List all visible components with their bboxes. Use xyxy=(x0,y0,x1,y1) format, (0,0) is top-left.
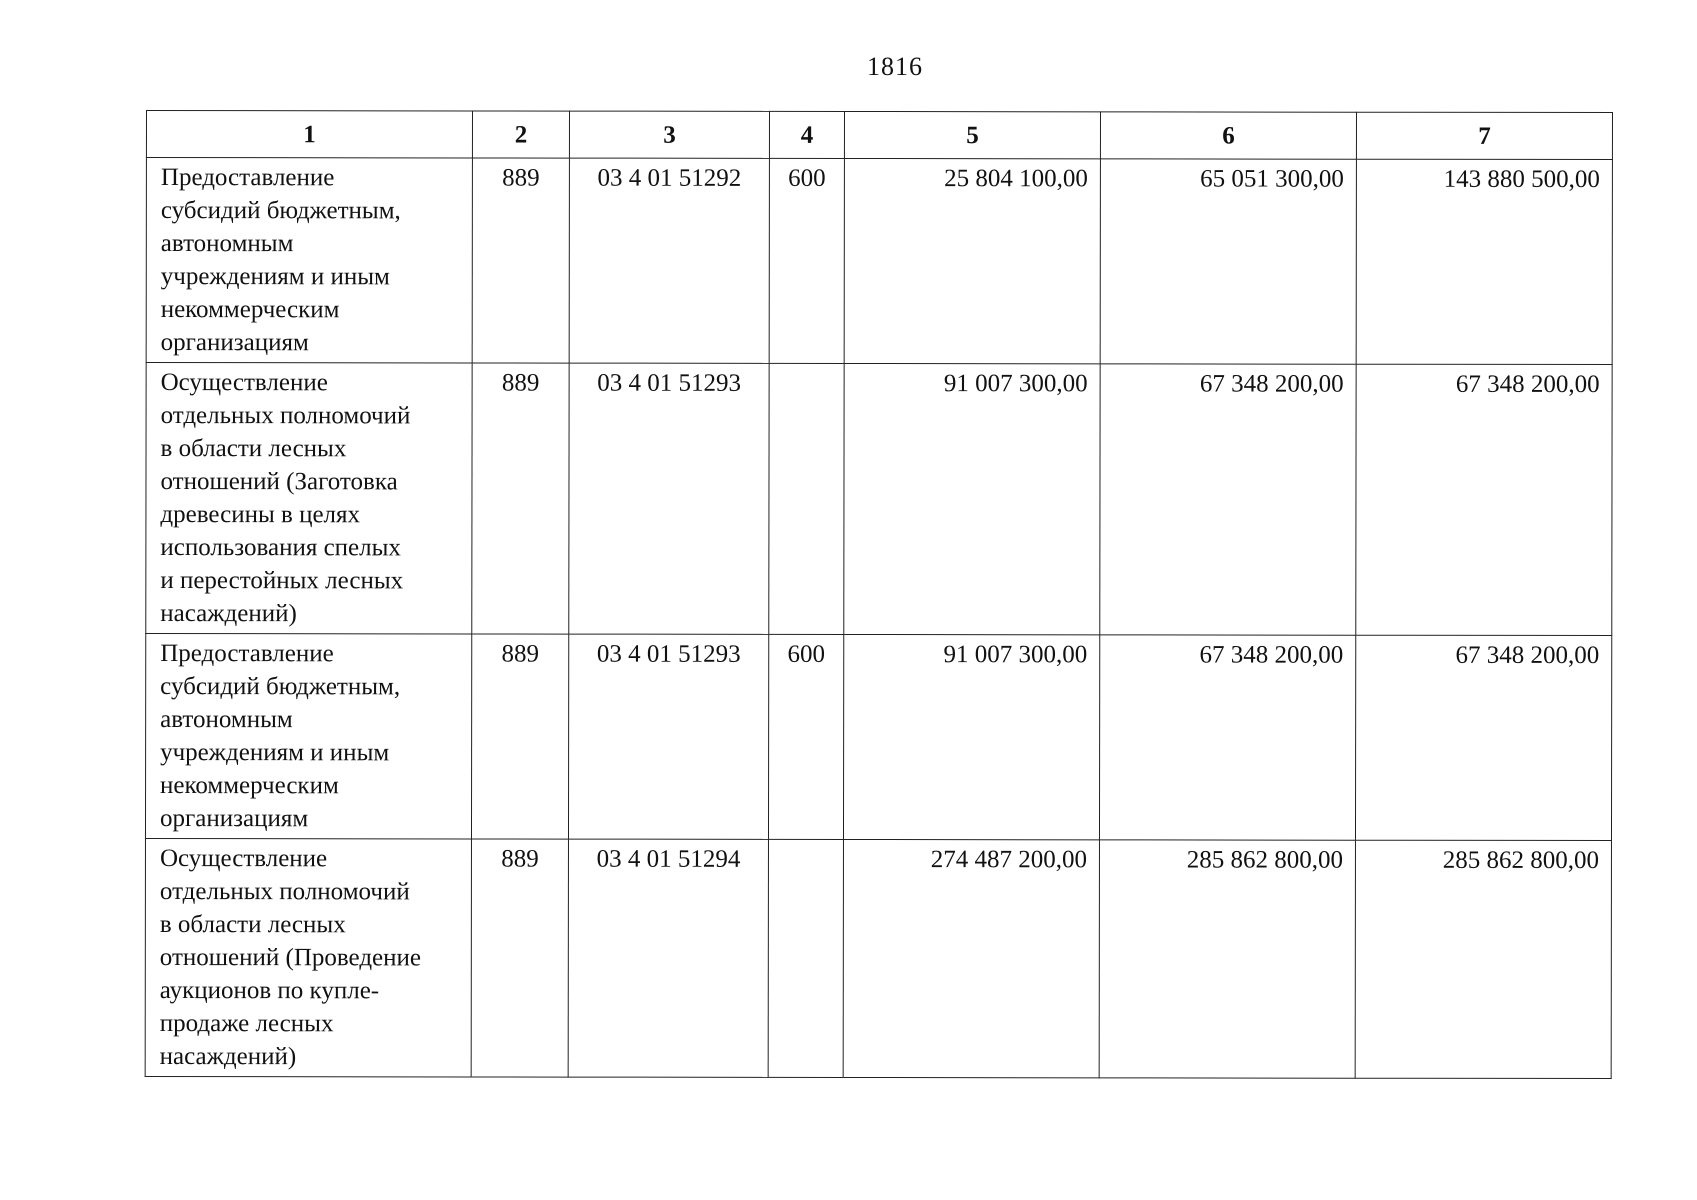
row-col-5: 274 487 200,00 xyxy=(843,839,1099,1077)
row-col-4 xyxy=(769,363,844,634)
table-row xyxy=(146,158,1612,365)
row-col-3: 03 4 01 51293 xyxy=(568,634,768,839)
row-col-6: 67 348 200,00 xyxy=(1099,635,1355,840)
row-col-2: 889 xyxy=(471,839,568,1077)
description-line: субсидий бюджетным, xyxy=(160,673,401,701)
table-row xyxy=(145,634,1611,841)
description-line: Предоставление xyxy=(160,640,334,668)
row-col-7: 67 348 200,00 xyxy=(1355,635,1611,840)
header-col-4: 4 xyxy=(769,111,844,158)
row-description xyxy=(145,839,471,1077)
row-col-3: 03 4 01 51294 xyxy=(568,839,768,1077)
row-col-6: 285 862 800,00 xyxy=(1099,840,1355,1078)
table-row xyxy=(145,839,1611,1079)
description-line: древесины в целях xyxy=(160,501,361,529)
description-line: Осуществление xyxy=(160,369,328,397)
description-line: отдельных полномочий xyxy=(160,402,411,430)
row-col-3: 03 4 01 51293 xyxy=(569,363,769,634)
description-line: аукционов по купле- xyxy=(159,977,380,1005)
header-col-2: 2 xyxy=(472,111,569,158)
description-line: некоммерческим xyxy=(160,296,340,324)
header-col-6: 6 xyxy=(1100,112,1356,159)
table-body xyxy=(145,158,1612,1079)
description-line: некоммерческим xyxy=(160,772,339,800)
row-col-4: 600 xyxy=(769,158,844,363)
row-col-6: 65 051 300,00 xyxy=(1100,159,1356,364)
description-line: использования спелых xyxy=(160,534,401,562)
row-col-5: 91 007 300,00 xyxy=(844,363,1100,634)
header-col-1: 1 xyxy=(146,111,472,158)
row-description xyxy=(145,634,471,839)
description-line: продаже лесных xyxy=(159,1010,334,1038)
row-col-2: 889 xyxy=(472,363,569,634)
row-col-3: 03 4 01 51292 xyxy=(569,158,769,363)
description-line: субсидий бюджетным, xyxy=(160,197,401,225)
table-row xyxy=(146,363,1612,636)
row-col-2: 889 xyxy=(472,158,569,363)
header-col-3: 3 xyxy=(569,111,769,158)
row-col-5: 25 804 100,00 xyxy=(844,158,1100,363)
row-col-4 xyxy=(768,839,843,1077)
row-description xyxy=(146,158,472,363)
row-col-7: 143 880 500,00 xyxy=(1356,159,1612,364)
page-number: 1816 xyxy=(867,52,923,81)
description-line: отдельных полномочий xyxy=(159,878,410,906)
row-description xyxy=(146,363,472,634)
description-line: и перестойных лесных xyxy=(160,567,404,595)
row-col-7: 285 862 800,00 xyxy=(1355,840,1611,1078)
description-line: в области лесных xyxy=(160,435,347,463)
table-header xyxy=(146,111,1612,160)
description-line: Предоставление xyxy=(160,164,335,192)
header-row xyxy=(146,111,1612,160)
description-line: Осуществление xyxy=(159,845,328,873)
header-col-7: 7 xyxy=(1356,112,1612,159)
description-line: автономным xyxy=(160,706,293,734)
description-line: организациям xyxy=(159,805,309,833)
budget-table xyxy=(145,110,1613,1079)
description-line: автономным xyxy=(160,230,294,258)
description-line: в области лесных xyxy=(159,911,346,939)
row-col-4: 600 xyxy=(768,634,843,839)
description-line: организациям xyxy=(160,329,309,357)
description-line: учреждениям и иным xyxy=(160,263,390,291)
row-col-2: 889 xyxy=(471,634,568,839)
row-col-6: 67 348 200,00 xyxy=(1100,364,1356,635)
description-line: отношений (Заготовка xyxy=(160,468,398,496)
description-line: насаждений) xyxy=(159,1043,297,1071)
description-line: насаждений) xyxy=(160,600,297,628)
header-col-5: 5 xyxy=(844,111,1100,158)
row-col-7: 67 348 200,00 xyxy=(1356,364,1612,635)
row-col-5: 91 007 300,00 xyxy=(843,634,1099,839)
description-line: отношений (Проведение xyxy=(159,944,422,972)
description-line: учреждениям и иным xyxy=(160,739,390,767)
